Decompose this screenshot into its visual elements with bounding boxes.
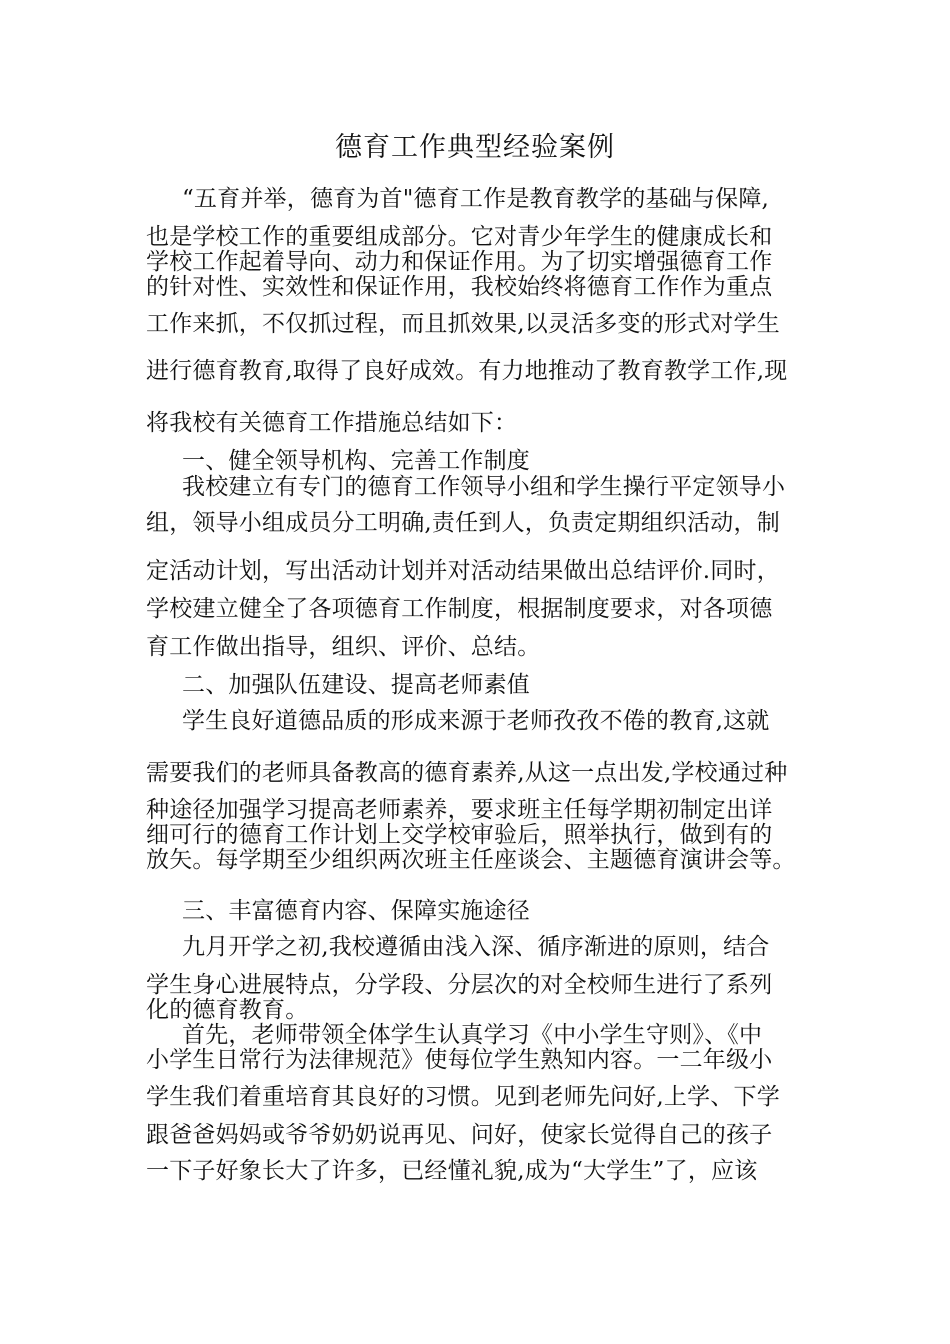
text-line: 进行德育教育,取得了良好成效。有力地推动了教育教学工作,现	[146, 358, 788, 384]
text-line: 学生我们着重培育其良好的习惯。见到老师先问好,上学、下学	[146, 1084, 780, 1110]
text-line: 组，领导小组成员分工明确,责任到人，负责定期组织活动，制	[146, 510, 780, 536]
text-line: “五育并举，德育为首"德育工作是教育教学的基础与保障,	[182, 186, 770, 212]
text-line: 学校建立健全了各项德育工作制度，根据制度要求，对各项德	[146, 596, 773, 622]
text-line: 学生良好道德品质的形成来源于老师孜孜不倦的教育,这就	[182, 708, 770, 734]
text-line: 首先，老师带领全体学生认真学习《中小学生守则》、《中	[182, 1022, 763, 1048]
section-heading: 一、健全领导机构、完善工作制度	[182, 448, 530, 474]
section-heading: 二、加强队伍建设、提高老师素值	[182, 672, 530, 698]
text-line: 放矢。每学期至少组织两次班主任座谈会、主题德育演讲会等。	[146, 847, 796, 873]
text-line: 九月开学之初,我校遵循由浅入深、循序渐进的原则，结合	[182, 934, 770, 960]
text-line: 也是学校工作的重要组成部分。它对青少年学生的健康成长和	[146, 224, 773, 250]
section-heading: 三、丰富德育内容、保障实施途径	[182, 898, 530, 924]
text-line: 育工作做出指导，组织、评价、总结。	[146, 634, 541, 660]
text-line: 我校建立有专门的德育工作领导小组和学生操行平定领导小	[182, 474, 786, 500]
text-line: 小学生日常行为法律规范》使每位学生熟知内容。一二年级小	[146, 1047, 773, 1073]
text-line: 种途径加强学习提高老师素养，要求班主任每学期初制定出详	[146, 797, 773, 823]
text-line: 化的德育教育。	[146, 997, 309, 1023]
text-line: 学校工作起着导向、动力和保证作用。为了切实增强德育工作	[146, 249, 773, 275]
text-line: 的针对性、实效性和保证作用，我校始终将德育工作作为重点	[146, 274, 773, 300]
text-line: 细可行的德育工作计划上交学校审验后，照举执行，做到有的	[146, 822, 773, 848]
text-line: 一下子好象长大了许多，已经懂礼貌,成为“大学生”了，应该	[146, 1158, 758, 1184]
text-line: 定活动计划，写出活动计划并对活动结果做出总结评价.同时，	[146, 558, 780, 584]
text-line: 跟爸爸妈妈或爷爷奶奶说再见、问好，使家长觉得自己的孩子	[146, 1122, 773, 1148]
text-line: 需要我们的老师具备教高的德育素养,从这一点出发,学校通过种	[146, 760, 788, 786]
text-line: 学生身心进展特点，分学段、分层次的对全校师生进行了系列	[146, 972, 773, 998]
text-line: 工作来抓，不仅抓过程，而且抓效果,以灵活多变的形式对学生	[146, 311, 780, 337]
text-line: 将我校有关德育工作措施总结如下：	[146, 410, 518, 436]
document-title: 德育工作典型经验案例	[335, 132, 615, 163]
